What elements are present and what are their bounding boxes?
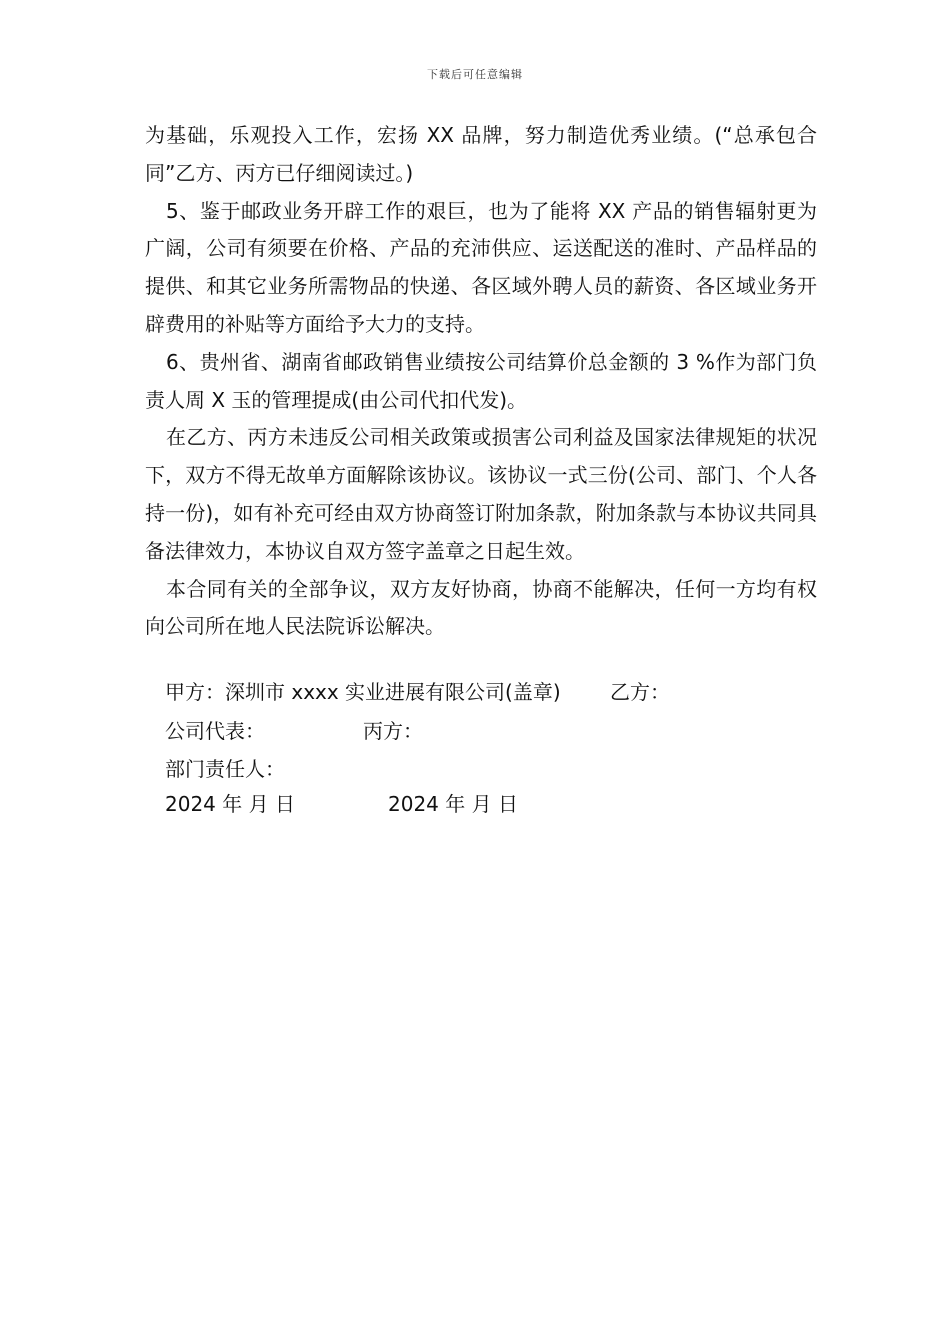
contract-body <box>145 117 817 646</box>
signature-company-rep: 公司代表： <box>165 719 265 743</box>
paragraph-continuation: 为基础，乐观投入工作，宏扬 XX 品牌，努力制造优秀业绩。(“总承包合同”乙方、丙方已仔细阅读过。) <box>145 123 817 185</box>
signature-dept-head: 部门责任人： <box>165 757 285 781</box>
signature-date-left: 2024 年 月 日 <box>165 792 295 816</box>
signature-party-b: 乙方： <box>610 680 670 704</box>
signature-party-c: 丙方： <box>363 719 423 743</box>
paragraph-clause-6: 6、贵州省、湖南省邮政销售业绩按公司结算价总金额的 3 %作为部门负责人周 X 玉的管理提成(由公司代扣代发)。 <box>145 349 817 412</box>
paragraph-termination: 在乙方、丙方未违反公司相关政策或损害公司利益及国家法律规矩的状况下，双方不得无故单方面解除该协议。该协议一式三份(公司、部门、个人各持一份)，如有补充可经由双方协商签订附加条款，附加条款与本协议共同具备法律效力，本协议自双方签字盖章之日起生效。 <box>145 425 817 563</box>
paragraph-clause-5: 5、鉴于邮政业务开辟工作的艰巨，也为了能将 XX 产品的销售辐射更为广阔，公司有须要在价格、产品的充沛供应、运送配送的准时、产品样品的提供、和其它业务所需物品的快递、各区域外聘人员的薪资、各区域业务开辟费用的补贴等方面给予大力的支持。 <box>145 198 817 336</box>
paragraph-disputes: 本合同有关的全部争议，双方友好协商，协商不能解决，任何一方均有权向公司所在地人民法院诉讼解决。 <box>145 576 817 639</box>
signature-date-right: 2024 年 月 日 <box>388 792 518 816</box>
signature-party-a: 甲方：深圳市 xxxx 实业进展有限公司(盖章) <box>165 680 561 704</box>
page-header-note: 下载后可任意编辑 <box>427 68 523 81</box>
